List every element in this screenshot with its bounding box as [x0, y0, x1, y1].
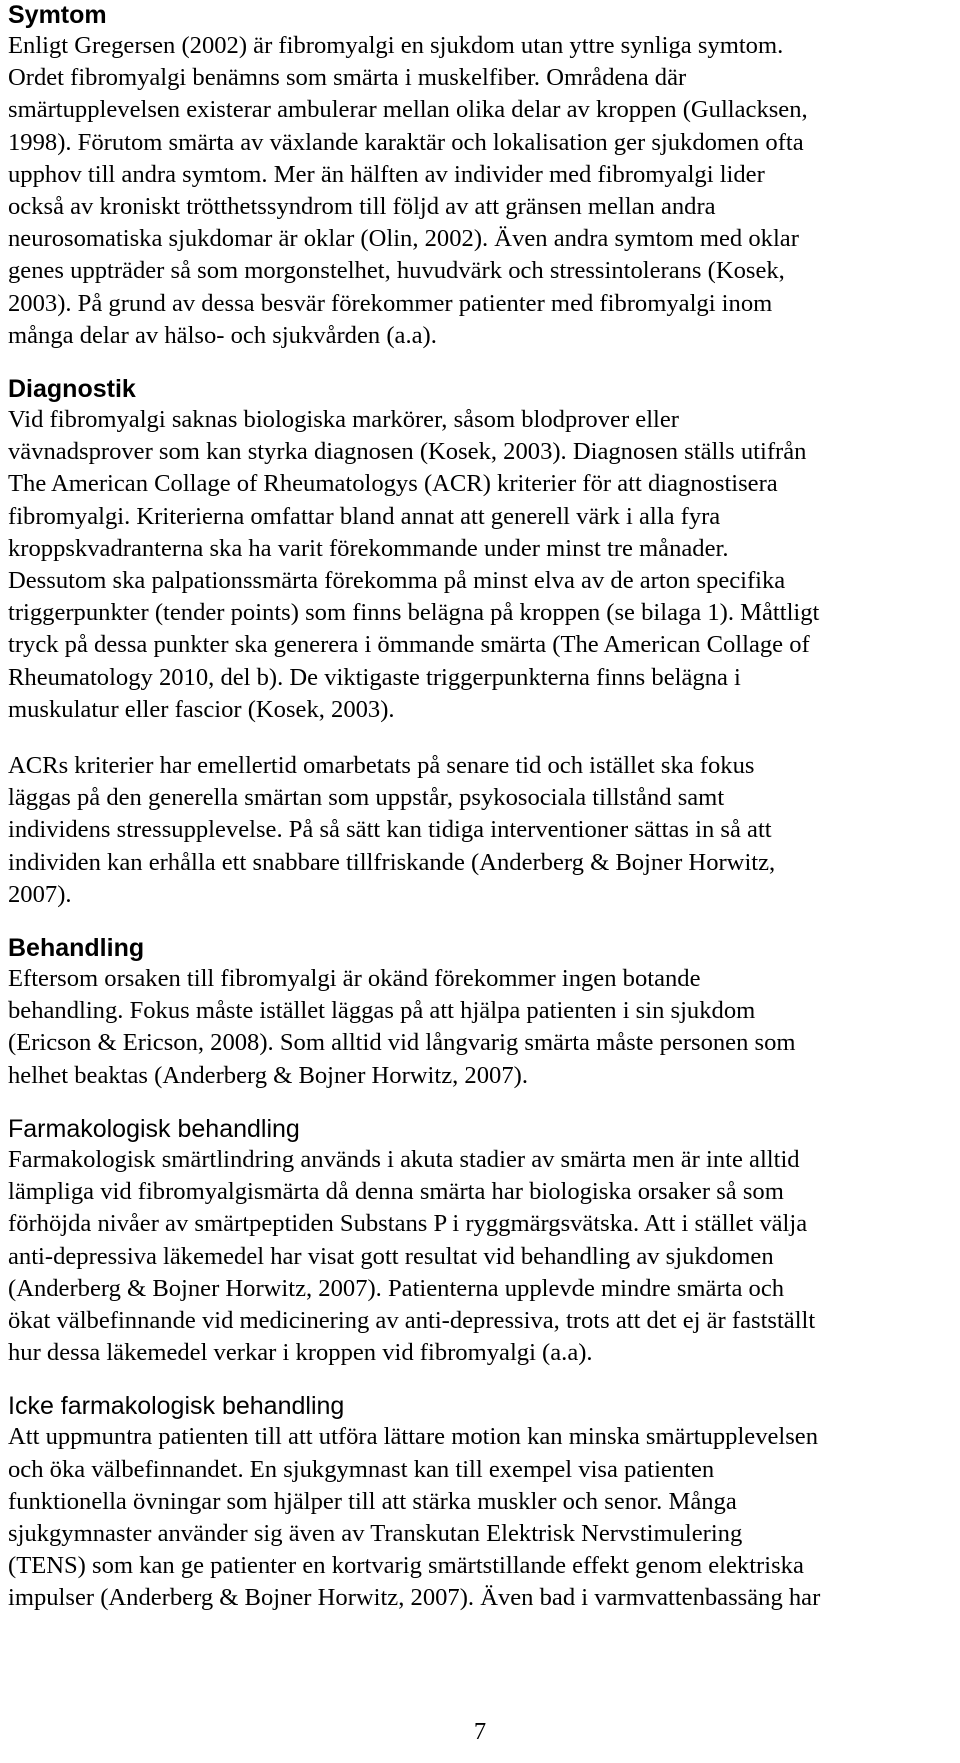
text-line: 1998). Förutom smärta av växlande karaktär och lokalisation ger sjukdomen ofta [8, 128, 804, 156]
paragraph-diagnostik-1 [8, 404, 953, 726]
text-line: Ordet fibromyalgi benämns som smärta i muskelfiber. Områdena där [8, 64, 687, 92]
paragraph-farmakologisk [8, 1144, 953, 1369]
text-line: läggas på den generella smärtan som uppstår, psykosociala tillstånd samt [8, 784, 725, 812]
text-line: Eftersom orsaken till fibromyalgi är okänd förekommer ingen botande [8, 965, 701, 993]
text-line: också av kroniskt trötthetssyndrom till följd av att gränsen mellan andra [8, 193, 716, 221]
heading-farmakologisk-behandling: Farmakologisk behandling [8, 1114, 300, 1143]
text-line: Rheumatology 2010, del b). De viktigaste triggerpunkterna finns belägna i [8, 663, 741, 691]
text-line: kroppskvadranterna ska ha varit förekommande under minst tre månader. [8, 534, 729, 562]
text-line: (TENS) som kan ge patienter en kortvarig smärtstillande effekt genom elektriska [8, 1552, 804, 1580]
text-line: förhöjda nivåer av smärtpeptiden Substans P i ryggmärgsvätska. Att i stället välja [8, 1210, 808, 1238]
text-line: anti-depressiva läkemedel har visat gott resultat vid behandling av sjukdomen [8, 1242, 774, 1270]
text-line: funktionella övningar som hjälper till att stärka muskler och senor. Många [8, 1487, 737, 1515]
page-content [8, 0, 953, 1615]
text-line: genes uppträder så som morgonstelhet, huvudvärk och stressintolerans (Kosek, [8, 257, 785, 285]
text-line: impulser (Anderberg & Bojner Horwitz, 2007). Även bad i varmvattenbassäng har [8, 1584, 821, 1612]
text-line: lämpliga vid fibromyalgismärta då denna smärta har biologiska orsaker så som [8, 1178, 784, 1206]
text-line: Enligt Gregersen (2002) är fibromyalgi en sjukdom utan yttre synliga symtom. [8, 32, 784, 59]
text-line: 2007). [8, 880, 72, 908]
paragraph-symtom [8, 30, 953, 352]
spacer [8, 911, 953, 933]
text-line: triggerpunkter (tender points) som finns belägna på kroppen (se bilaga 1). Måttligt [8, 599, 820, 627]
text-line: individen kan erhålla ett snabbare tillfriskande (Anderberg & Bojner Horwitz, [8, 848, 776, 876]
spacer [8, 1369, 953, 1391]
text-line: ökat välbefinnande vid medicinering av anti-depressiva, trots att det ej är fastställt [8, 1306, 816, 1334]
text-line: helhet beaktas (Anderberg & Bojner Horwitz, 2007). [8, 1061, 528, 1089]
text-line: många delar av hälso- och sjukvården (a.a). [8, 321, 437, 349]
text-line: och öka välbefinnandet. En sjukgymnast kan till exempel visa patienten [8, 1455, 715, 1483]
spacer [8, 352, 953, 374]
text-line: tryck på dessa punkter ska generera i ömmande smärta (The American Collage of [8, 631, 810, 659]
heading-behandling: Behandling [8, 934, 145, 963]
text-line: hur dessa läkemedel verkar i kroppen vid fibromyalgi (a.a). [8, 1339, 593, 1367]
text-line: Dessutom ska palpationssmärta förekomma på minst elva av de arton specifika [8, 567, 786, 595]
text-line: fibromyalgi. Kriterierna omfattar bland annat att generell värk i alla fyra [8, 502, 721, 530]
heading-diagnostik: Diagnostik [8, 375, 136, 404]
text-line: 2003). På grund av dessa besvär förekommer patienter med fibromyalgi inom [8, 289, 773, 317]
text-line: (Anderberg & Bojner Horwitz, 2007). Patienterna upplevde mindre smärta och [8, 1274, 785, 1302]
text-line: smärtupplevelsen existerar ambulerar mellan olika delar av kroppen (Gullacksen, [8, 96, 808, 124]
page-number: 7 [473, 1718, 487, 1745]
text-line: ACRs kriterier har emellertid omarbetats på senare tid och istället ska fokus [8, 752, 755, 780]
paragraph-diagnostik-2 [8, 750, 953, 911]
text-line: (Ericson & Ericson, 2008). Som alltid vid långvarig smärta måste personen som [8, 1029, 796, 1057]
text-line: upphov till andra symtom. Mer än hälften av individer med fibromyalgi lider [8, 160, 765, 188]
paragraph-icke-farmakologisk [8, 1421, 953, 1614]
text-line: The American Collage of Rheumatologys (ACR) kriterier för att diagnostisera [8, 470, 778, 498]
text-line: muskulatur eller fascior (Kosek, 2003). [8, 695, 395, 723]
text-line: sjukgymnaster använder sig även av Transkutan Elektrisk Nervstimulering [8, 1519, 743, 1547]
text-line: neurosomatiska sjukdomar är oklar (Olin, 2002). Även andra symtom med oklar [8, 225, 799, 253]
text-line: Vid fibromyalgi saknas biologiska markörer, såsom blodprover eller [8, 406, 679, 434]
paragraph-behandling [8, 963, 953, 1092]
spacer [8, 726, 953, 750]
text-line: vävnadsprover som kan styrka diagnosen (Kosek, 2003). Diagnosen ställs utifrån [8, 438, 807, 466]
heading-symtom: Symtom [8, 1, 107, 29]
spacer [8, 1092, 953, 1114]
heading-icke-farmakologisk-behandling: Icke farmakologisk behandling [8, 1392, 345, 1421]
text-line: Farmakologisk smärtlindring används i akuta stadier av smärta men är inte alltid [8, 1145, 800, 1173]
text-line: Att uppmuntra patienten till att utföra lättare motion kan minska smärtupplevelsen [8, 1423, 819, 1451]
text-line: behandling. Fokus måste istället läggas på att hjälpa patienten i sin sjukdom [8, 997, 756, 1025]
text-line: individens stressupplevelse. På så sätt kan tidiga interventioner sättas in så att [8, 816, 772, 844]
